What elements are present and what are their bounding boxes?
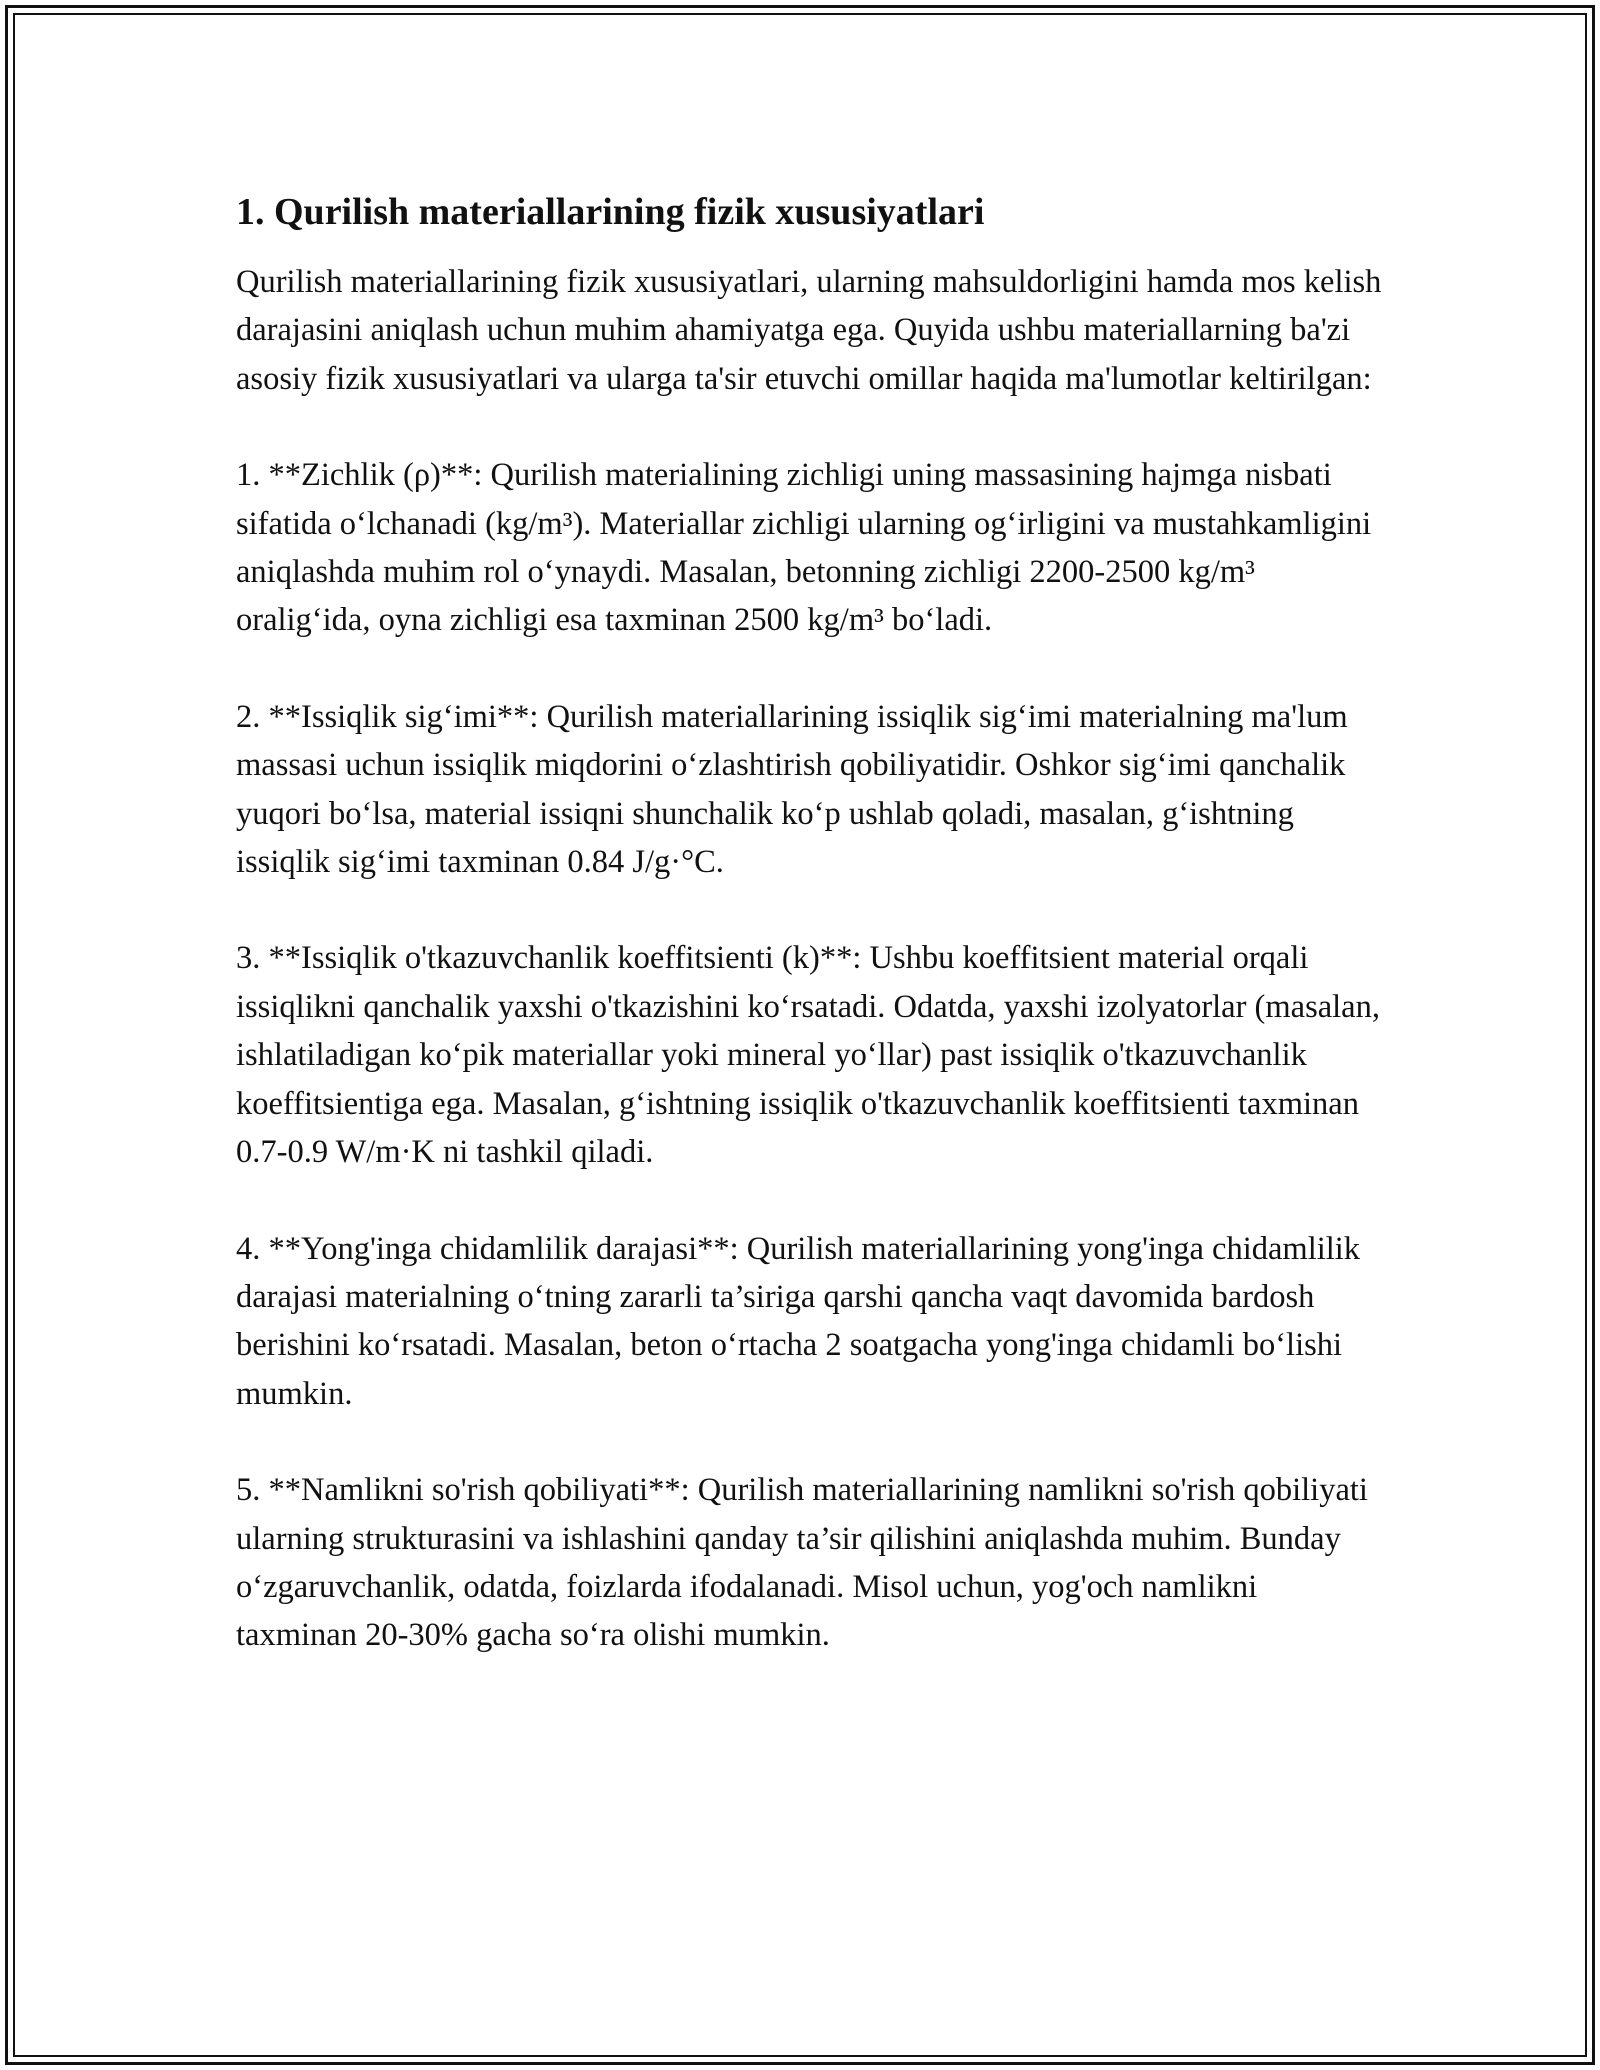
property-thermal-conductivity: 3. **Issiqlik o'tkazuvchanlik koeffitsienti (k)**: Ushbu koeffitsient material orqali issiqlikni qanchalik yaxshi o'tkazishini ko‘rsatadi. Odatda, yaxshi izolyatorlar (masalan, ishlatiladigan ko‘pik materiallar yoki mineral yo‘llar) past issiqlik o'tkazuvchanlik koeffitsientiga ega. Masalan, g‘ishtning issiqlik o'tkazuvchanlik koeffitsienti taxminan 0.7-0.9 W/m·K ni tashkil qiladi. [236,940,1380,1171]
document-body [236,186,1386,1708]
intro-paragraph: Qurilish materiallarining fizik xususiyatlari, ularning mahsuldorligini hamda mos kelish darajasini aniqlash uchun muhim ahamiyatga ega. Quyida ushbu materiallarning ba'zi asosiy fizik xususiyatlari va ularga ta'sir etuvchi omillar haqida ma'lumotlar keltirilgan: [236,264,1382,397]
property-fire-resistance: 4. **Yong'inga chidamlilik darajasi**: Qurilish materiallarining yong'inga chidamlilik darajasi materialning o‘tning zararli ta’siriga qarshi qancha vaqt davomida bardosh berishini ko‘rsatadi. Masalan, beton o‘rtacha 2 soatgacha yong'inga chidamli bo‘lishi mumkin. [236,1230,1361,1412]
property-moisture-absorption: 5. **Namlikni so'rish qobiliyati**: Qurilish materiallarining namlikni so'rish qobiliyati ularning strukturasini va ishlashini qanday ta’sir qilishini aniqlashda muhim. Bunday o‘zgaruvchanlik, odatda, foizlarda ifodalanadi. Misol uchun, yog'och namlikni taxminan 20-30% gacha so‘ra olishi mumkin. [236,1472,1368,1654]
property-density: 1. **Zichlik (ρ)**: Qurilish materialining zichligi uning massasining hajmga nisbati sifatida o‘lchanadi (kg/m³). Materiallar zichligi ularning og‘irligini va mustahkamligini aniqlashda muhim rol o‘ynaydi. Masalan, betonning zichligi 2200-2500 kg/m³ oralig‘ida, oyna zichligi esa taxminan 2500 kg/m³ bo‘ladi. [236,457,1372,639]
section-heading: 1. Qurilish materiallarining fizik xususiyatlari [236,191,985,233]
property-heat-capacity: 2. **Issiqlik sig‘imi**: Qurilish materiallarining issiqlik sig‘imi materialning ma'lum massasi uchun issiqlik miqdorini o‘zlashtirish qobiliyatidir. Oshkor sig‘imi qanchalik yuqori bo‘lsa, material issiqni shunchalik ko‘p ushlab qoladi, masalan, g‘ishtning issiqlik sig‘imi taxminan 0.84 J/g·°C. [236,698,1348,881]
